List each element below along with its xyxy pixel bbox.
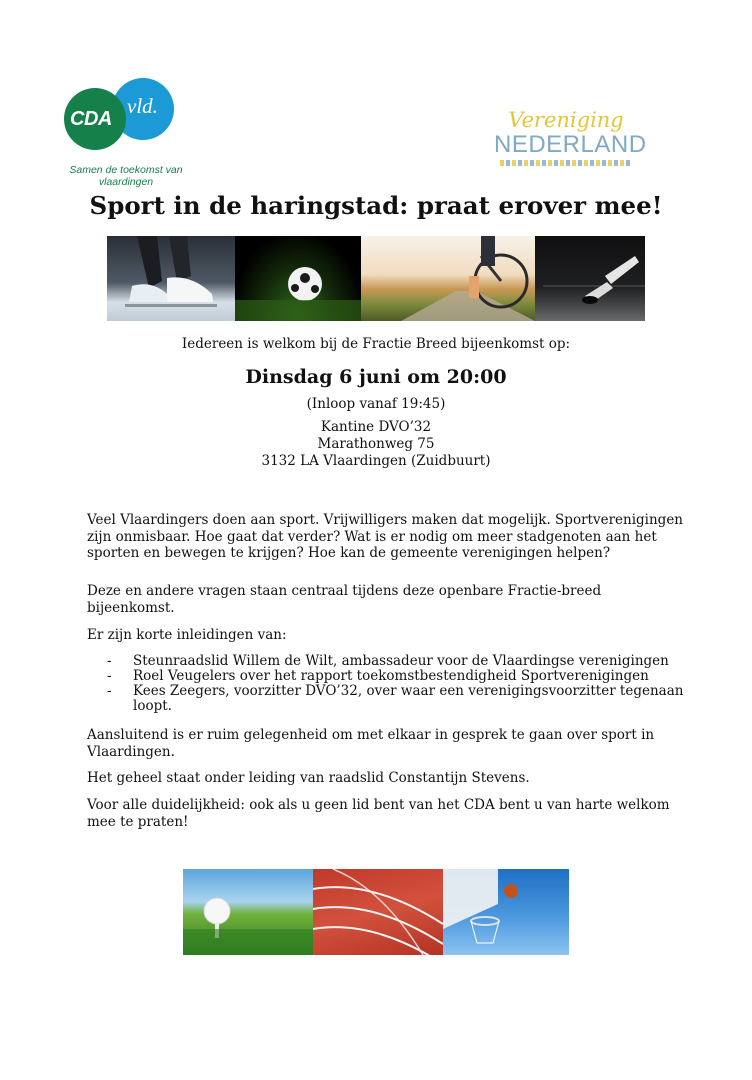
ice-skates-illustration <box>107 236 235 321</box>
vld-logo-suffix: vld. <box>127 94 158 118</box>
list-marker: - <box>107 683 112 699</box>
cycling-photo <box>361 236 535 321</box>
page-title: Sport in de haringstad: praat erover mee! <box>89 191 663 220</box>
vn-logo-main: NEDERLAND <box>494 131 647 158</box>
cda-vld-logo <box>64 78 183 190</box>
vereniging-nederland-logo <box>494 108 647 168</box>
golf-ball-photo <box>183 869 313 955</box>
list-marker: - <box>107 668 112 684</box>
list-item <box>107 654 707 669</box>
body-paragraph: Deze en andere vragen staan centraal tijdens deze openbare Fractie-breed bijeenkomst. <box>87 583 602 616</box>
intro-line: Iedereen is welkom bij de Fractie Breed bijeenkomst op: <box>181 336 571 352</box>
list-item-text: Roel Veugelers over het rapport toekomstbestendigheid Sportverenigingen <box>133 668 649 684</box>
running-track-illustration <box>313 869 443 955</box>
cycling-illustration <box>361 236 535 321</box>
list-item-text: Kees Zeegers, voorzitter DVO’32, over waar een verenigingsvoorzitter tegenaan loopt. <box>133 683 684 714</box>
basketball-hoop-photo <box>443 869 569 955</box>
address-line: 3132 LA Vlaardingen (Zuidbuurt) <box>261 453 491 469</box>
ice-skates-photo <box>107 236 235 321</box>
body-paragraph: Veel Vlaardingers doen aan sport. Vrijwilligers maken dat mogelijk. Sportverenigingen zijn onmisbaar. Hoe gaat dat verder? Wat is er nodig om meer stadgenoten aan het sporten en bewegen te krijgen? Hoe kan de gemeente verenigingen helpen? <box>87 512 683 561</box>
event-date: Dinsdag 6 juni om 20:00 <box>245 366 507 388</box>
walk-in-time: (Inloop vanaf 19:45) <box>306 396 446 412</box>
vn-logo-script: Vereniging <box>508 108 624 132</box>
body-paragraph: Het geheel staat onder leiding van raadslid Constantijn Stevens. <box>87 770 530 786</box>
list-item <box>107 669 707 684</box>
ice-hockey-illustration <box>535 236 645 321</box>
football-photo <box>235 236 361 321</box>
football-illustration <box>235 236 361 321</box>
vn-logo-ornament <box>500 160 632 166</box>
list-item-text: Steunraadslid Willem de Wilt, ambassadeur voor de Vlaardingse verenigingen <box>133 653 669 669</box>
cda-slogan: Samen de toekomst van vlaardingen <box>69 164 183 188</box>
body-paragraph: Er zijn korte inleidingen van: <box>87 627 287 643</box>
running-track-photo <box>313 869 443 955</box>
list-marker: - <box>107 653 112 669</box>
body-paragraph: Aansluitend is er ruim gelegenheid om met elkaar in gesprek te gaan over sport in Vlaardingen. <box>87 727 655 760</box>
speaker-list <box>107 654 707 714</box>
address-line: Marathonweg 75 <box>317 436 435 452</box>
address-line: Kantine DVO’32 <box>320 419 432 435</box>
ice-hockey-photo <box>535 236 645 321</box>
body-paragraph: Voor alle duidelijkheid: ook als u geen lid bent van het CDA bent u van harte welkom mee te praten! <box>87 797 670 830</box>
cda-logo-mark: CDA <box>70 108 112 130</box>
basketball-hoop-illustration <box>443 869 569 955</box>
list-item <box>107 684 707 714</box>
golf-ball-illustration <box>183 869 313 955</box>
